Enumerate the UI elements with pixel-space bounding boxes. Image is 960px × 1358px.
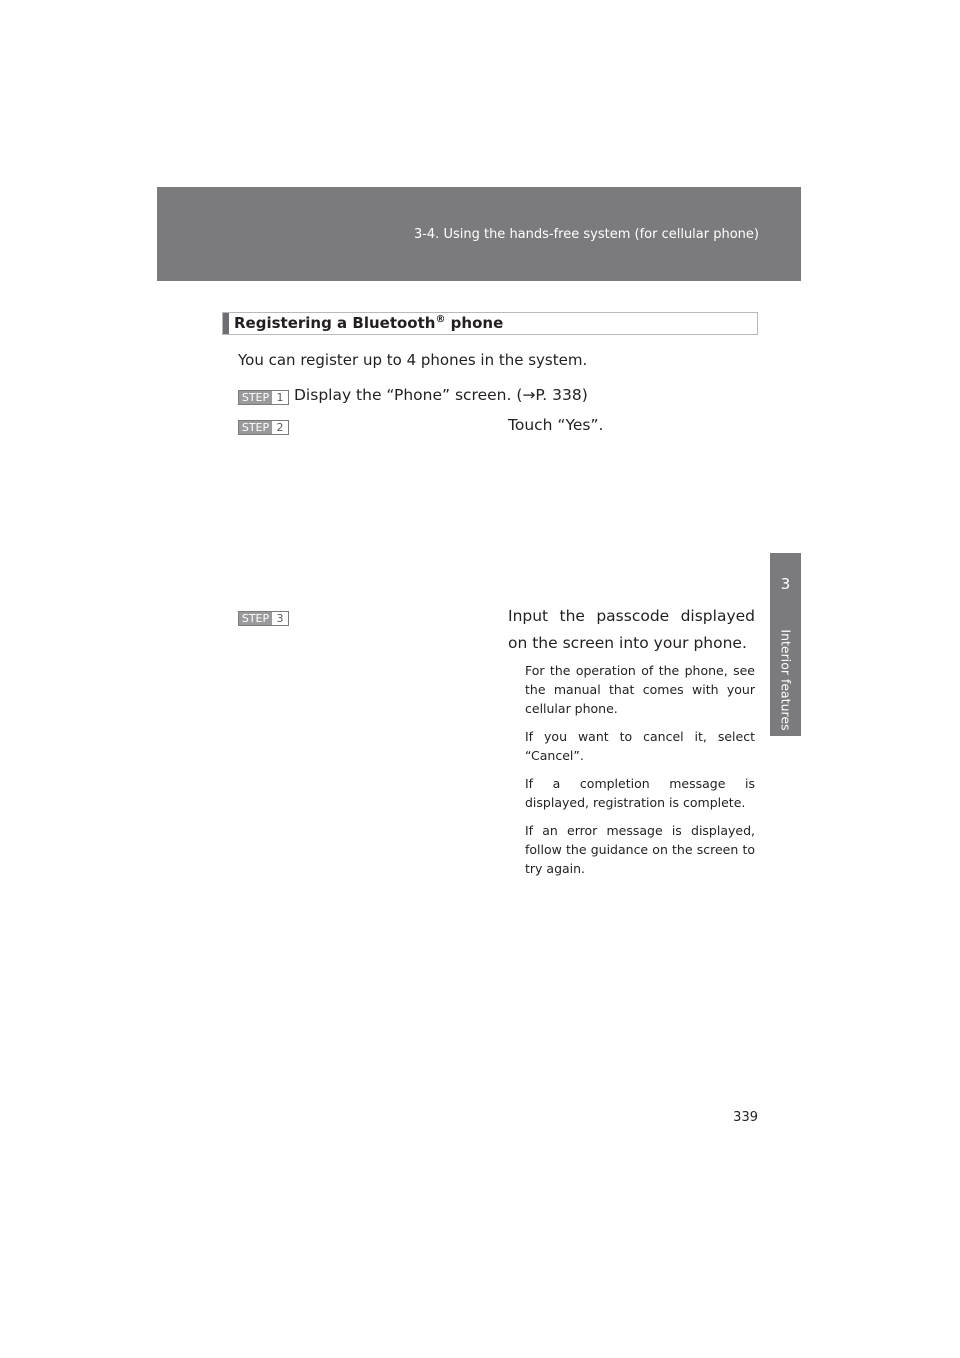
step-1-text: Display the “Phone” screen. (→P. 338) <box>294 386 588 404</box>
step-2-text: Touch “Yes”. <box>508 416 604 434</box>
step-3-badge <box>238 611 289 626</box>
note-phone-operation: For the operation of the phone, see the manual that comes with your cellular phone. <box>525 663 755 716</box>
chapter-title: 3-4. Using the hands-free system (for cellular phone) <box>413 227 759 242</box>
step-2-badge <box>238 420 289 435</box>
step-word: STEP <box>239 421 272 434</box>
note-error: If an error message is displayed, follow the guidance on the screen to try again. <box>525 823 755 876</box>
step-number: 3 <box>272 612 288 625</box>
chapter-tab-label: Interior features <box>778 629 794 731</box>
step-3-text: Input the passcode displayed on the screen into your phone. <box>508 607 755 652</box>
section-title-text: Registering a Bluetooth <box>234 314 436 332</box>
chapter-tab-number: 3 <box>780 575 791 593</box>
step-number: 1 <box>272 391 288 404</box>
chapter-header <box>157 187 801 281</box>
section-title <box>234 314 503 332</box>
page-number: 339 <box>733 1110 758 1125</box>
step-1-badge <box>238 390 289 405</box>
step-number: 2 <box>272 421 288 434</box>
section-title-suffix: phone <box>445 314 504 332</box>
section-heading <box>222 312 758 335</box>
note-completion: If a completion message is displayed, registration is complete. <box>525 776 755 810</box>
step-word: STEP <box>239 612 272 625</box>
registered-mark: ® <box>435 314 446 325</box>
heading-accent-bar <box>223 313 229 334</box>
step-word: STEP <box>239 391 272 404</box>
note-cancel: If you want to cancel it, select “Cancel”. <box>525 729 755 763</box>
intro-text: You can register up to 4 phones in the system. <box>238 351 588 369</box>
